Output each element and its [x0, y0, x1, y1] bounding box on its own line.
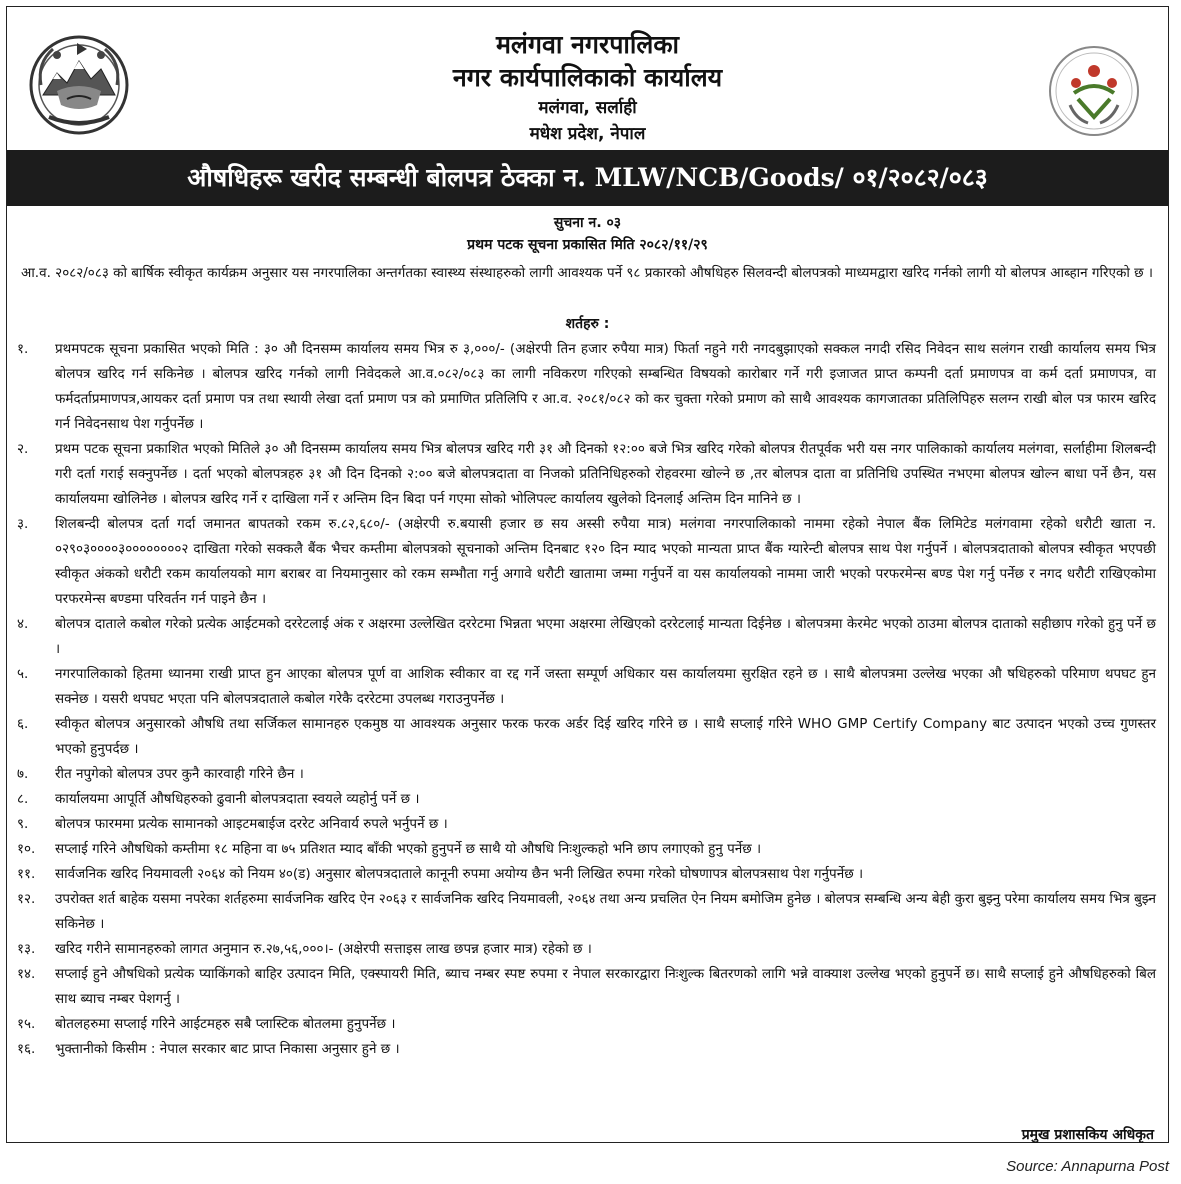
term-text: भुक्तानीको किसीम : नेपाल सरकार बाट प्राप्त निकासा अनुसार हुने छ । [55, 1041, 400, 1057]
term-number: ३. [17, 516, 29, 532]
term-number: ४. [17, 616, 29, 632]
term-number: ६. [17, 716, 29, 732]
municipality-logo-icon [1046, 43, 1142, 139]
term-number: ५. [17, 666, 29, 682]
notice-frame [6, 6, 1169, 1143]
term-text: सप्लाई हुने औषधिको प्रत्येक प्याकिंगको बाहिर उत्पादन मिति, एक्स्पायरी मिति, ब्याच नम्बर स्पष्ट रुपमा र नेपाल सरकारद्वारा निःशुल्क बितरणको लागि भन्ने वाक्याश उल्लेख भएको हुनुपर्ने छ। साथै सप्लाई हुने औषधिहरुको बिल साथ ब्याच नम्बर पेशगर्नु । [55, 966, 1156, 1007]
term-text: स्वीकृत बोलपत्र अनुसारको औषधि तथा सर्जिकल सामानहरु एकमुष्ठ या आवश्यक अनुसार फरक फरक अर्डर दिई खरिद गरिने छ । साथै सप्लाई गरिने WHO GMP Certify Company बाट उत्पादन भएको उच्च गुणस्तर भएको हुनुपर्दछ । [55, 716, 1156, 757]
term-text: शिलबन्दी बोलपत्र दर्ता गर्दा जमानत बापतको रकम रु.८२,६८०/- (अक्षेरपी रु.बयासी हजार छ सय अस्सी रुपैया मात्र) मलंगवा नगरपालिकाको नाममा रहेको नेपाल बैंक लिमिटेड मलंगवामा रहेको धरौटी खाता न. ०२९०३००००३००००००००२ दाखिता गरेको सक्कलै बैंक भैचर कम्तीमा बोलपत्रको सूचनाको अन्तिम दिनबाट १२० दिन म्याद भएको मान्यता प्राप्त बैंक ग्यारेन्टी बोलपत्र साथ पेश गर्नुपर्ने । बोलपत्रदाताको बोलपत्र स्वीकृत भएपछी स्वीकृत अंकको धरौटी रकम कार्यालयको माग बराबर वा नियमानुसार को रकम सम्भौता गर्नु अगावे धरौटी खातामा जम्मा गर्नुपर्ने वा यस कार्यालयको नाममा जारी भएको परफरमेन्स बण्ड पेश गर्नु पर्नेछ र नगद धरौटी राखिएकोमा परफरमेन्स बण्डमा परिवर्तन गर्न पाइने छैन । [55, 516, 1156, 607]
term-item [17, 437, 1156, 512]
term-item [17, 937, 1156, 962]
municipality-name: मलंगवा नगरपालिका [495, 30, 679, 59]
term-number: १३. [17, 941, 36, 957]
signatory-title: प्रमुख प्रशासकिय अधिकृत [1021, 1127, 1154, 1143]
term-number: १२. [17, 891, 36, 907]
term-item [17, 1012, 1156, 1037]
term-text: खरिद गरीने सामानहरुको लागत अनुमान रु.२७,५६,०००।- (अक्षेरपी सत्ताइस लाख छपन्न हजार मात्र) रहेको छ । [55, 941, 592, 957]
terms-list [17, 337, 1156, 1062]
source-credit: Source: Annapurna Post [1006, 1158, 1169, 1175]
term-item [17, 962, 1156, 1012]
term-item [17, 337, 1156, 437]
term-text: सार्वजनिक खरिद नियमावली २०६४ को नियम ४०(ड) अनुसार बोलपत्रदाताले कानूनी रुपमा अयोग्य छैन भनी लिखित रुपमा गरेको घोषणापत्र बोलपत्रसाथ पेश गर्नुपर्नेछ । [55, 866, 864, 882]
term-number: १०. [17, 841, 36, 857]
term-text: बोतलहरुमा सप्लाई गरिने आईटमहरु सबै प्लास्टिक बोतलमा हुनुपर्नेछ । [55, 1016, 396, 1032]
term-text: रीत नपुगेको बोलपत्र उपर कुनै कारवाही गरिने छैन । [55, 766, 304, 782]
term-item [17, 837, 1156, 862]
office-heading [207, 29, 968, 147]
term-text: उपरोक्त शर्त बाहेक यसमा नपरेका शर्तहरुमा सार्वजनिक खरिद ऐन २०६३ र सार्वजनिक खरिद नियमावली, २०६४ तथा अन्य प्रचलित ऐन नियम बमोजिम हुनेछ । बोलपत्र सम्बन्धि अन्य बेही कुरा बुझ्नु परेमा कार्यालय समय भित्र बुझ्न सकिनेछ । [55, 891, 1156, 932]
nepal-government-emblem-icon [27, 33, 131, 137]
term-text: प्रथम पटक सूचना प्रकाशित भएको मितिले ३० औ दिनसम्म कार्यालय समय भित्र बोलपत्र खरिद गरी ३१ औ दिनको १२:०० बजे भित्र खरिद गरेको बोलपत्र रीतपूर्वक भरी यस नगर पालिकाको कार्यालय मलंगवा, सर्लाहीमा शिलबन्दी गरी दर्ता गराई सक्नुपर्नेछ । दर्ता भएको बोलपत्रहरु ३१ औ दिन दिनको २:०० बजे बोलपत्रदाता वा निजको प्रतिनिधिहरुको रोहवरमा खोल्ने छ ,तर बोलपत्र दाता वा प्रतिनिधि उपस्थित नभएमा बोलपत्र खोल्न बाधा पर्ने छैन, यस कार्यालयमा खोलिनेछ । बोलपत्र खरिद गर्ने र दाखिला गर्ने र अन्तिम दिन बिदा पर्न गएमा सोको भोलिपल्ट कार्यालय खुलेको दिनलाई अन्तिम दिन मानिने छ । [55, 441, 1156, 507]
term-number: २. [17, 441, 29, 457]
province-country: मधेश प्रदेश, नेपाल [529, 124, 646, 144]
term-item [17, 1037, 1156, 1062]
term-item [17, 887, 1156, 937]
term-number: ९. [17, 816, 29, 832]
term-item [17, 787, 1156, 812]
term-item [17, 712, 1156, 762]
term-text: बोलपत्र दाताले कबोल गरेको प्रत्येक आईटमको दररेटलाई अंक र अक्षरमा उल्लेखित दररेटमा भिन्नता भएमा अक्षरमा लेखिएको दररेटलाई मान्यता दिईनेछ । बोलपत्रमा केरमेट भएको ठाउमा बोलपत्र दाताको सहीछाप गरेको हुनु पर्ने छ । [55, 616, 1156, 657]
term-number: १५. [17, 1016, 36, 1032]
office-location: मलंगवा, सर्लाही [538, 98, 637, 118]
term-item [17, 662, 1156, 712]
notice-number: सुचना न. ०३ [553, 215, 622, 231]
term-text: प्रथमपटक सूचना प्रकासित भएको मिति : ३० औ दिनसम्म कार्यालय समय भित्र रु ३,०००/- (अक्षेरपी तिन हजार रुपैया मात्र) फिर्ता नहुने गरी नगदबुझाएको सक्कल नगदी रसिद निवेदन साथ सलंगन राखी कार्यालय समय भित्र बोलपत्र खरिद गर्न सकिनेछ । बोलपत्र खरिद गर्नको लागी निवेदकले आ.व.०८२/०८३ का लागी नविकरण गरिएको सम्बन्धित विषयको कारोबार गर्ने गरी इजाजत प्राप्त कम्पनी दर्ता प्रमाणपत्र वा कर्म दर्ता प्रमाणपत्र, वा फर्मदर्ताप्रमाणपत्र,आयकर दर्ता प्रमाण पत्र तथा स्थायी लेखा दर्ता प्रमाण पत्र को प्रमाणित प्रतिलिपि र आ.व. २०८१/०८२ को कर चुक्ता गरेको प्रमाण को साथै आवश्यक कागजातका प्रतिलिपिहरु सलग्न राखी बोल पत्र फारम खरिद गर्न निवेदनसाथ पेश गर्नुपर्नेछ । [55, 341, 1156, 432]
term-item [17, 862, 1156, 887]
term-text: बोलपत्र फारममा प्रत्येक सामानको आइटमबाईज दररेट अनिवार्य रुपले भर्नुपर्ने छ । [55, 816, 448, 832]
first-published-date: प्रथम पटक सूचना प्रकासित मिति २०८२/११/२९ [467, 237, 708, 253]
office-name: नगर कार्यपालिकाको कार्यालय [452, 63, 723, 92]
term-number: ८. [17, 791, 29, 807]
tender-title-bar: औषधिहरू खरीद सम्बन्धी बोलपत्र ठेक्का न. MLW/NCB/Goods/ ०१/२०८२/०८३ [7, 150, 1168, 206]
term-item [17, 812, 1156, 837]
term-number: ११. [17, 866, 36, 882]
term-number: ७. [17, 766, 29, 782]
notice-header [7, 7, 1168, 147]
term-item [17, 612, 1156, 662]
term-text: नगरपालिकाको हितमा ध्यानमा राखी प्राप्त हुन आएका बोलपत्र पूर्ण वा आशिक स्वीकार वा रद्द गर्ने जस्ता सम्पूर्ण अधिकार यस कार्यालयमा सुरक्षित रहने छ । साथै बोलपत्रमा उल्लेख भएका औ षधिहरुको परिमाण थपघट हुन सक्नेछ । यसरी थपघट भएता पनि बोलपत्रदाताले कबोल गरेकै दररेटमा उपलब्ध गराउनुपर्नेछ । [55, 666, 1156, 707]
term-text: सप्लाई गरिने औषधिको कम्तीमा १८ महिना वा ७५ प्रतिशत म्याद बाँकी भएको हुनुपर्ने छ साथै यो औषधि निःशुल्कहो भनि छाप लगाएको हुनु पर्नेछ । [55, 841, 762, 857]
term-number: १. [17, 341, 29, 357]
term-number: १६. [17, 1041, 36, 1057]
term-number: १४. [17, 966, 36, 982]
terms-heading: शर्तहरु : [565, 316, 610, 332]
term-text: कार्यालयमा आपूर्ति औषधिहरुको ढुवानी बोलपत्रदाता स्वयले व्यहोर्नु पर्ने छ । [55, 791, 420, 807]
term-item [17, 762, 1156, 787]
intro-paragraph: आ.व. २०८२/०८३ को बार्षिक स्वीकृत कार्यक्रम अनुसार यस नगरपालिका अन्तर्गतका स्वास्थ्य संस्थाहरुको लागी आवश्यक पर्ने ९८ प्रकारको औषधिहरु सिलवन्दी बोलपत्रको माध्यमद्वारा खरिद गर्नको लागी यो बोलपत्र आब्हान गरिएको छ । [21, 265, 1154, 281]
term-item [17, 512, 1156, 612]
